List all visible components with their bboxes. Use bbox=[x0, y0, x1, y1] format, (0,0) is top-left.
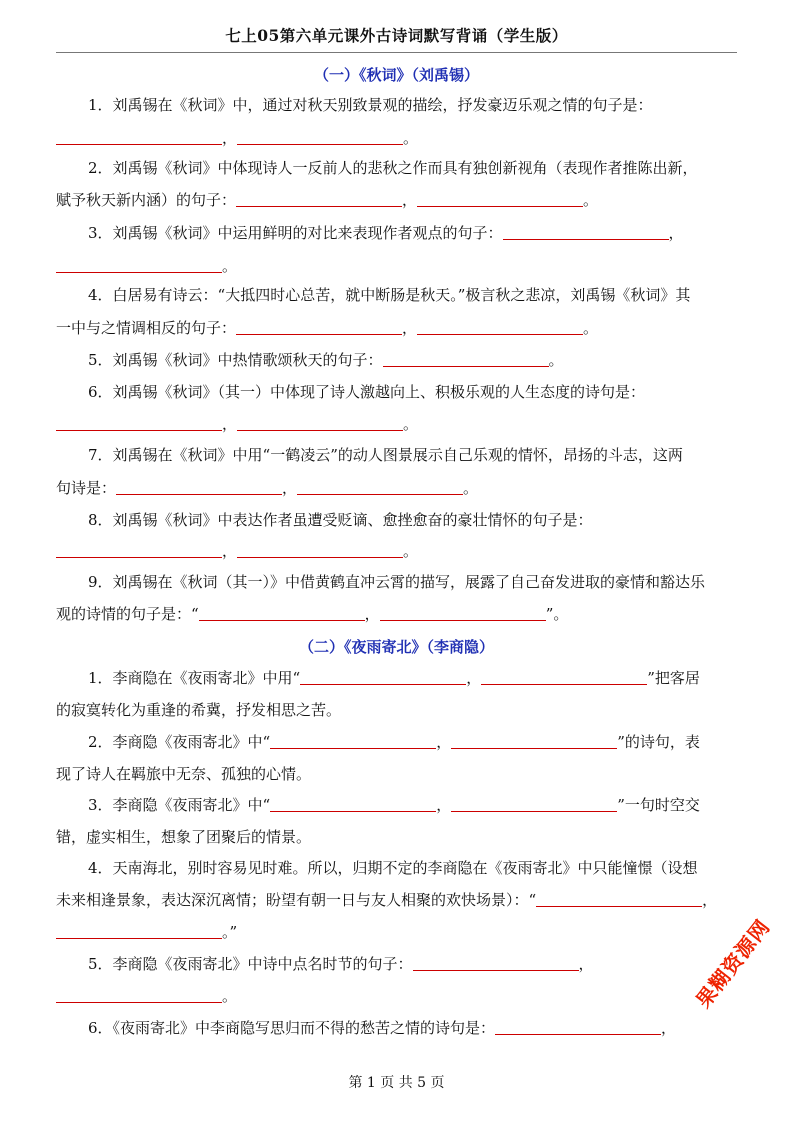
answer-blank[interactable] bbox=[451, 734, 617, 749]
r-question-1-text-cont: 的寂寞转化为重逢的希冀，抒发相思之苦。 bbox=[56, 701, 342, 719]
answer-blank[interactable] bbox=[236, 320, 402, 335]
answer-blank[interactable] bbox=[380, 606, 546, 621]
punct-comma: ， bbox=[661, 1019, 677, 1037]
r-question-5-answer-line bbox=[56, 986, 746, 1006]
punct-period: 。 bbox=[403, 542, 419, 560]
r-question-6-line bbox=[88, 1018, 748, 1038]
punct-comma: ， bbox=[466, 669, 482, 687]
r-question-1-text: 1．李商隐在《夜雨寄北》中用“ bbox=[88, 669, 301, 687]
answer-blank[interactable] bbox=[236, 192, 402, 207]
punct-period: 。 bbox=[403, 129, 419, 147]
answer-blank[interactable] bbox=[270, 734, 436, 749]
question-5-line bbox=[88, 350, 748, 370]
question-2-text-cont: 赋予秋天新内涵）的句子： bbox=[56, 191, 237, 209]
section-title-qiuci: （一）《秋词》（刘禹锡） bbox=[313, 66, 479, 84]
r-question-2-text-cont: 现了诗人在羁旅中无奈、孤独的心情。 bbox=[56, 765, 312, 783]
question-2-answer-line bbox=[56, 190, 746, 210]
punct-comma: ， bbox=[222, 542, 238, 560]
r-question-3-line bbox=[88, 795, 748, 815]
r-question-6-text: 6．《夜雨寄北》中李商隐写思归而不得的愁苦之情的诗句是： bbox=[88, 1019, 496, 1037]
r-question-1-line bbox=[88, 668, 748, 688]
r-question-4-text-cont: 未来相逢景象，表达深沉离情；盼望有朝一日与友人相聚的欢快场景）：“ bbox=[56, 891, 537, 909]
punct-period-close: 。” bbox=[222, 923, 238, 941]
punct-period: 。 bbox=[222, 257, 238, 275]
answer-blank[interactable] bbox=[237, 416, 403, 431]
r-question-5-line bbox=[88, 954, 748, 974]
question-6-text: 6．刘禹锡《秋词》（其一）中体现了诗人激越向上、积极乐观的人生态度的诗句是： bbox=[88, 383, 646, 401]
question-5-text: 5．刘禹锡《秋词》中热情歌颂秋天的句子： bbox=[88, 351, 383, 369]
punct-comma: ， bbox=[282, 479, 298, 497]
answer-blank[interactable] bbox=[270, 797, 436, 812]
punct-period: 。 bbox=[548, 351, 564, 369]
question-7-text-cont: 句诗是： bbox=[56, 479, 117, 497]
answer-blank[interactable] bbox=[417, 192, 583, 207]
question-8-text: 8．刘禹锡《秋词》中表达作者虽遭受贬谪、愈挫愈奋的豪壮情怀的句子是： bbox=[88, 511, 593, 529]
punct-period: 。 bbox=[583, 191, 599, 209]
answer-blank[interactable] bbox=[56, 924, 222, 939]
punct-period: 。 bbox=[463, 479, 479, 497]
punct-comma: ， bbox=[222, 129, 238, 147]
question-3-line bbox=[88, 223, 748, 243]
punct-period: 。 bbox=[583, 319, 599, 337]
r-question-3-text-cont: 错，虚实相生，想象了团聚后的情景。 bbox=[56, 828, 312, 846]
punct-comma: ， bbox=[702, 891, 718, 909]
answer-blank[interactable] bbox=[536, 892, 702, 907]
punct-comma: ， bbox=[364, 605, 380, 623]
answer-blank[interactable] bbox=[495, 1020, 661, 1035]
answer-blank[interactable] bbox=[413, 956, 579, 971]
answer-blank[interactable] bbox=[116, 480, 282, 495]
r-question-3-text: 3．李商隐《夜雨寄北》中“ bbox=[88, 796, 271, 814]
r-question-3-text-end: ”一句时空交 bbox=[617, 796, 700, 814]
question-7-answer-line bbox=[56, 478, 746, 498]
r-question-4-answer-line-2 bbox=[56, 922, 746, 942]
r-question-4-text: 4．天南海北，别时容易见时难。所以，归期不定的李商隐在《夜雨寄北》中只能憧憬（设想 bbox=[88, 859, 698, 877]
question-6-answer-line bbox=[56, 414, 746, 434]
answer-blank[interactable] bbox=[300, 670, 466, 685]
answer-blank[interactable] bbox=[56, 130, 222, 145]
question-9-answer-line bbox=[56, 604, 746, 624]
punct-comma: ， bbox=[402, 191, 418, 209]
question-1-answer-line bbox=[56, 128, 746, 148]
question-4-text: 4．白居易有诗云：“大抵四时心总苦，就中断肠是秋天。”极言秋之悲凉，刘禹锡《秋词》其 bbox=[88, 286, 691, 304]
r-question-1-text-end: ”把客居 bbox=[647, 669, 700, 687]
answer-blank[interactable] bbox=[199, 606, 365, 621]
question-1-text: 1．刘禹锡在《秋词》中，通过对秋天别致景观的描绘，抒发豪迈乐观之情的句子是： bbox=[88, 96, 653, 114]
answer-blank[interactable] bbox=[56, 543, 222, 558]
section-title-yeyujibei: （二）《夜雨寄北》（李商隐） bbox=[298, 638, 494, 656]
question-4-text-cont: 一中与之情调相反的句子： bbox=[56, 319, 237, 337]
document-title: 七上05第六单元课外古诗词默写背诵（学生版） bbox=[225, 26, 568, 45]
punct-comma: ， bbox=[222, 415, 238, 433]
question-2-text: 2．刘禹锡《秋词》中体现诗人一反前人的悲秋之作而具有独创新视角（表现作者推陈出新， bbox=[88, 159, 698, 177]
r-question-5-text: 5．李商隐《夜雨寄北》中诗中点名时节的句子： bbox=[88, 955, 413, 973]
punct-comma: ， bbox=[668, 224, 684, 242]
answer-blank[interactable] bbox=[417, 320, 583, 335]
answer-blank[interactable] bbox=[451, 797, 617, 812]
answer-blank[interactable] bbox=[56, 258, 222, 273]
punct-period: 。 bbox=[403, 415, 419, 433]
question-8-answer-line bbox=[56, 541, 746, 561]
question-9-text-cont: 观的诗情的句子是：“ bbox=[56, 605, 199, 623]
answer-blank[interactable] bbox=[56, 416, 222, 431]
question-4-answer-line bbox=[56, 318, 746, 338]
question-9-text: 9．刘禹锡在《秋词（其一）》中借黄鹤直冲云霄的描写，展露了自己奋发进取的豪情和豁达乐 bbox=[88, 573, 706, 591]
answer-blank[interactable] bbox=[237, 130, 403, 145]
punct-period: 。 bbox=[222, 987, 238, 1005]
punct-comma: ， bbox=[436, 733, 452, 751]
punct-comma: ， bbox=[402, 319, 418, 337]
question-7-text: 7．刘禹锡在《秋词》中用“一鹤凌云”的动人图景展示自己乐观的情怀，昂扬的斗志，这两 bbox=[88, 446, 683, 464]
answer-blank[interactable] bbox=[383, 352, 549, 367]
r-question-2-line bbox=[88, 732, 748, 752]
answer-blank[interactable] bbox=[237, 543, 403, 558]
r-question-2-text: 2．李商隐《夜雨寄北》中“ bbox=[88, 733, 271, 751]
punct-close-period: ”。 bbox=[545, 605, 569, 623]
page-footer: 第 1 页 共 5 页 bbox=[348, 1075, 445, 1091]
punct-comma: ， bbox=[578, 955, 594, 973]
header-divider bbox=[56, 52, 737, 53]
r-question-4-answer-line bbox=[56, 890, 746, 910]
r-question-2-text-end: ”的诗句，表 bbox=[617, 733, 700, 751]
answer-blank[interactable] bbox=[56, 988, 222, 1003]
answer-blank[interactable] bbox=[481, 670, 647, 685]
watermark-logo: 果糊资源网 bbox=[691, 914, 775, 1013]
answer-blank[interactable] bbox=[503, 225, 669, 240]
punct-comma: ， bbox=[436, 796, 452, 814]
answer-blank[interactable] bbox=[297, 480, 463, 495]
question-3-text: 3．刘禹锡《秋词》中运用鲜明的对比来表现作者观点的句子： bbox=[88, 224, 503, 242]
question-3-answer-line bbox=[56, 256, 746, 276]
